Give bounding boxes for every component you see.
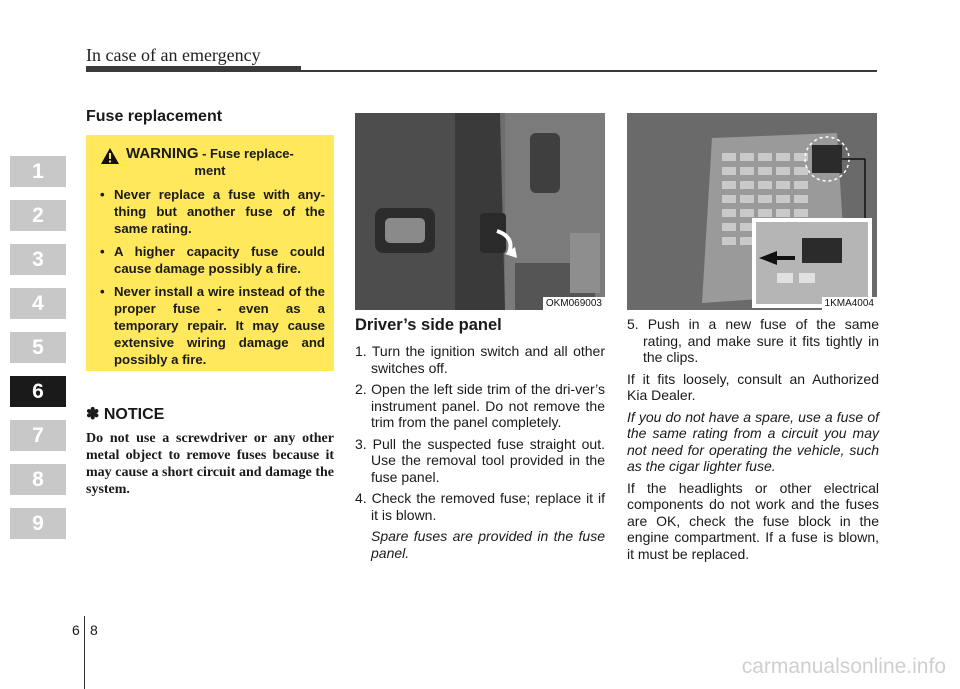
chapter-tab-5[interactable]: 5: [10, 332, 66, 363]
no-spare-note: If you do not have a spare, use a fuse of the same rating from a circuit you may not need for operating the vehicle, such as the cigar lighter fuse.: [627, 408, 879, 474]
chapter-tab-2[interactable]: 2: [10, 200, 66, 231]
driver-panel-heading: Driver’s side panel: [355, 316, 502, 334]
warning-item: • Never install a wire instead of the proper fuse - even as a temporary repair. It may cause extensive wiring damage and possibly a fire.: [100, 283, 325, 368]
chapter-tab-9[interactable]: 9: [10, 508, 66, 539]
section-title: In case of an emergency: [86, 45, 261, 65]
procedure-step: 2. Open the left side trim of the dri-ver’s instrument panel. Do not remove the trim from the panel completely.: [355, 381, 605, 430]
chapter-tab-1[interactable]: 1: [10, 156, 66, 187]
procedure-step: 3. Pull the suspected fuse straight out. Use the removal tool provided in the fuse panel.: [355, 435, 605, 485]
footer-divider: [84, 616, 85, 689]
figure-caption: OKM069003: [543, 297, 605, 310]
notice-title: ✽ NOTICE: [86, 406, 165, 423]
procedure-steps-cont: [627, 316, 879, 366]
header-rule: [86, 66, 301, 72]
warning-header: [100, 145, 325, 178]
warning-item: • Never replace a fuse with any-thing but another fuse of the same rating.: [100, 186, 325, 237]
procedure-step: 5. Push in a new fuse of the same rating, and make sure it fits tightly in the clips.: [627, 316, 879, 365]
warning-list: [100, 186, 325, 368]
chapter-tab-3[interactable]: 3: [10, 244, 66, 275]
fuse-panel-illustration: [627, 113, 877, 310]
fuse-replacement-column: [86, 108, 334, 498]
warning-subtitle-cont: ment: [194, 163, 226, 178]
warning-triangle-icon: [100, 147, 120, 165]
fuse-panel-photo: [627, 113, 877, 310]
warning-title: WARNING: [126, 145, 199, 162]
chapter-tab-7[interactable]: 7: [10, 420, 66, 451]
warning-item: • A higher capacity fuse could cause damage possibly a fire.: [100, 243, 325, 277]
chapter-tab-4[interactable]: 4: [10, 288, 66, 319]
loose-fit-note: If it fits loosely, consult an Authorized Kia Dealer.: [627, 370, 879, 403]
footer-page-number: 8: [90, 622, 98, 638]
warning-box: [86, 135, 334, 371]
chapter-tab-8[interactable]: 8: [10, 464, 66, 495]
notice-text: Do not use a screwdriver or any other metal object to remove fuses because it may cause a short circuit and damage the system.: [86, 431, 334, 497]
spare-fuse-note: Spare fuses are provided in the fuse panel.: [371, 528, 605, 561]
watermark: carmanualsonline.info: [741, 655, 946, 678]
procedure-steps: [355, 343, 605, 523]
headlights-note: If the headlights or other electrical components do not work and the fuses are OK, check the fuse block in the engine compartment. If a fuse is blown, it must be replaced.: [627, 479, 879, 562]
driver-panel-photo: [355, 113, 605, 310]
footer-chapter-number: 6: [72, 622, 80, 638]
header-rule-thin: [301, 70, 877, 72]
fuse-replacement-heading: Fuse replacement: [86, 108, 223, 125]
chapter-tabs: [10, 156, 66, 552]
driver-panel-column: [355, 316, 605, 566]
fuse-install-column: [627, 316, 879, 567]
procedure-step: 4. Check the removed fuse; replace it if it is blown.: [355, 490, 605, 523]
driver-panel-illustration: [355, 113, 605, 310]
figure-caption: 1KMA4004: [822, 297, 877, 310]
warning-subtitle: - Fuse replace-: [198, 146, 294, 161]
chapter-tab-6[interactable]: 6: [10, 376, 66, 407]
procedure-step: 1. Turn the ignition switch and all other switches off.: [355, 343, 605, 376]
